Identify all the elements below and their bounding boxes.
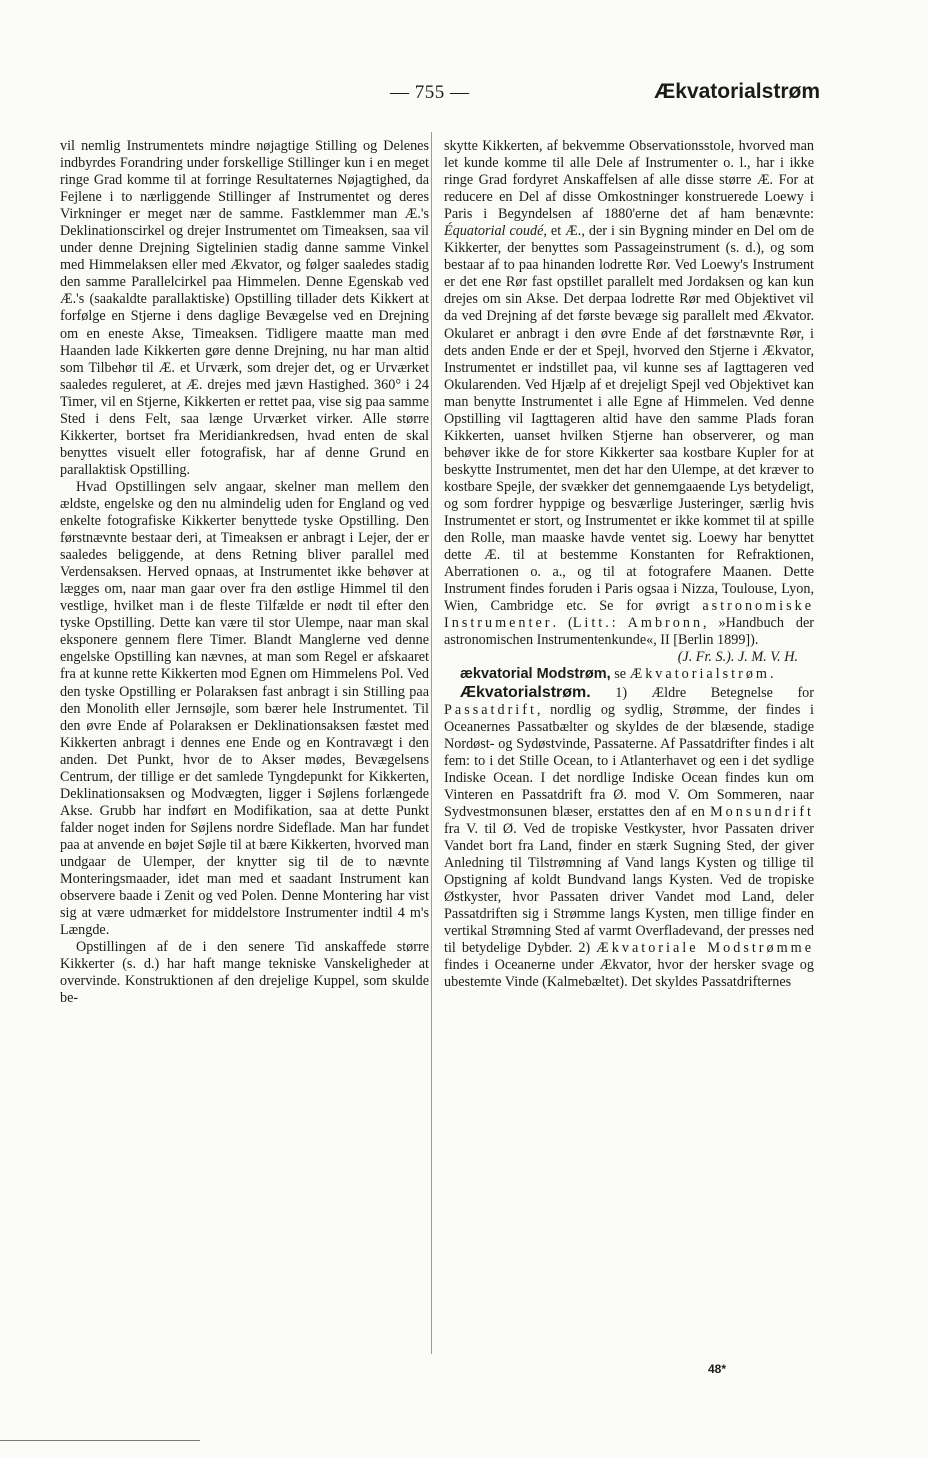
running-head: Ækvatorialstrøm <box>654 80 820 103</box>
spaced-term: Monsundrift <box>710 803 814 820</box>
text-run: findes i Oceanerne under Ækvator, hvor der hersker svage og ubestemte Vinde (Kalmebæltet). Det skyldes Passatdrifternes <box>444 957 814 991</box>
text-run: , nordlig og sydlig, Strømme, der findes i Oceanernes Passatbælter og skyldes de der blæsende, stadige Nordøst- og Sydøstvinde, Passaterne. Af Passatdrifter findes i alt fem: to i det Stille Ocean, to i Atlanterhavet og een i det sydlige Indiske Ocean. I det nordlige Indiske Ocean findes kun om Vinteren en Passatdrift fra Ø. mod V. Om Sommeren, naar Sydvestmonsunen blæser, erstattes den af en <box>444 701 814 820</box>
text-run: . ( <box>552 615 573 632</box>
paragraph: Hvad Opstillingen selv angaar, skelner man mellem den ældste, engelske og den nu almindelig uden for England og ved enkelte fotografiske Kikkerter benyttede tyske Opstilling. Den førstnævnte bestaar deri, at Timeaksen er anbragt i Lejer, der er saaledes beliggende, at dens Retning bliver parallel med Verdensaksen. Herved opnaas, at Instrumentet ikke behøver at lægges om, naar man gaar over fra den østlige Himmel til den vestlige, hvilket man i de fleste Tilfælde er nødt til efter den tyske Opstilling. Dette kan være til stor Ulempe, naar man skal eksponere gennem flere Timer. Blandt Manglerne ved denne engelske Opstilling kan nævnes, at man som Regel er afskaaret fra at kunne rette Kikkerten mod Egnen om Himmelens Pol. Ved den tyske Opstilling er Polaraksen fast anbragt i sin Stilling paa den Monolith eller Jernsøjle, som bærer hele Instrumentet. Til den øvre Ende af Polaraksen er Deklinationsaksen fæstet med Kikkerten anbragt i dennes ene Ende og en Kontravægt i den anden. Det Punkt, hvor de to Akser mødes, Bevægelsens Centrum, der tillige er det samlede Tyngdepunkt for Kikkerten, Deklinationsaksen og Modvægten, ligger i Søjlens forlængede Akse. Grubb har indført en Modifikation, saa at dette Punkt falder noget inden for Søjlens nordre Sideflade. Man har fundet paa at anvende en bøjet Søjle til at bære Kikkerten, hvorved man undgaar de Ulemper, der knytter sig til de to nævnte Monteringsmaader, idet man med et saadant Instrument kan observere baade i Zenit og ved Polen. Denne Montering har vist sig at være udmærket for middelstore Instrumenter indtil 4 m's Længde. <box>60 478 429 939</box>
text-run: skytte Kikkerten, af bekvemme Observationsstole, hvorved man let kunde komme til alle Dele af Instrumenter o. l., har i ikke ringe Grad fordyret Anskaffelsen af alle disse større Æ. For at reducere en Del af disse Omkostninger konstruerede Loewy i Paris i Begyndelsen af 1880'erne det af ham benævnte: <box>444 138 814 223</box>
page-number: — 755 — <box>390 82 470 103</box>
column-divider <box>431 132 432 1354</box>
text-run: se <box>610 666 630 683</box>
paragraph <box>444 138 814 649</box>
spaced-term: Passatdrift <box>444 701 537 718</box>
footer-rule <box>0 1440 200 1441</box>
spaced-term: Ækvatoriale Modstrømme <box>596 940 814 957</box>
italic-term: Équatorial coudé <box>444 223 544 240</box>
page-header <box>60 80 820 110</box>
sheet-signature: 48* <box>708 1362 727 1376</box>
headword: Ækvatorialstrøm. <box>460 683 591 701</box>
cross-reference: astronomiske Instrumenter <box>444 598 815 632</box>
entry-ækvatorial-modstrøm <box>444 666 814 683</box>
cross-reference: Ækvatorialstrøm <box>629 666 770 683</box>
right-column <box>444 138 814 991</box>
text-run: 1) Ældre Betegnelse for <box>590 684 814 701</box>
left-column <box>60 138 429 1007</box>
text-run: , »Handbuch der astronomischen Instrumentenkunde«, II [Berlin 1899]). <box>444 615 814 649</box>
text-run: , et Æ., der i sin Bygning minder en Del om de Kikkerter, der benyttes som Passageinstrument (s. d.), og som bestaar af to paa hinanden lodrette Rør. Ved Loewy's Instrument er det ene Rør fast opstillet parallelt med Jordaksen og kan kun drejes om sin Akse. Det derpaa lodrette Rør med Objektivet vil da ved Drejning af det første bevæge sig parallelt med Ækvator. Okularet er anbragt i den øvre Ende af det førstnævnte Rør, i dets anden Ende er der et Spejl, hvorved den Stjerne i Ækvator, Instrumentet er indstillet paa, vil kunne ses af Iagttageren ved Okularenden. Ved Hjælp af et drejeligt Spejl ved Objektivet kan man benytte Instrumentet i alle Egne af Himmelen. Ved denne Opstilling vil Iagttageren altid have den samme Plads foran Kikkerten, uanset hvilken Stjerne han observerer, og man behøver ikke de for store Kikkerter saa kostbare Kupler for at beskytte Instrumentet, men det har den Ulempe, at det kræver to kostbare Spejle, der svækker det gennemgaaende Lys betydeligt, og som fordrer hyppige og besværlige Justeringer, særlig hvis Instrumentet er stort, og Instrumentet er ikke kommet til at spille den Rolle, man maaske havde ventet sig. Loewy har benyttet dette Æ. til at bestemme Konstanten for Refraktionen, Aberrationen o. a., og til at fotografere Maanen. Dette Instrument findes foruden i Paris ogsaa i Nizza, Toulouse, Lyon, Wien, Cambridge etc. Se for øvrigt <box>444 223 814 615</box>
text-run: : <box>611 615 616 632</box>
headword: ækvatorial Modstrøm, <box>460 666 611 683</box>
paragraph: vil nemlig Instrumentets mindre nøjagtige Stilling og Delenes indbyrdes Forandring under forskellige Stillinger kun i en meget ringe Grad komme til at forringe Resultaternes Nøjagtighed, da Fejlene i to nærliggende Stillinger af Instrumentet og deres Virkninger er meget nær de samme. Fastklemmer man Æ.'s Deklinationscirkel og drejer Instrumentet om Timeaksen, saa vil under denne Drejning Sigtelinien stadig danne samme Vinkel med Himmelaksen eller med Ækvator, og følger saaledes stadig den samme Parallelcirkel paa Himmelen. Denne Egenskab ved Æ.'s (saakaldte parallaktiske) Opstilling tillader dets Kikkert at forfølge en Stjerne i dens daglige Bevægelse ved en Drejning om en eneste Akse, Timeaksen. Tidligere maatte man med Haanden lade Kikkerten gøre denne Drejning, nu har man altid som Tilbehør til Æ. et Urværk, som drejer det, og er Urværket saaledes reguleret, at Æ. drejes med jævn Hastighed. 360° i 24 Timer, vil en Stjerne, Kikkerten er rettet paa, vise sig paa samme Sted i dens Felt, saa længe Urværket virker. Alle større Kikkerter, bortset fra Meridiankredsen, hvad enten de skal benyttes visuelt eller fotografisk, har af denne Grund en parallaktisk Opstilling. <box>60 138 429 478</box>
spaced-term: Litt. <box>572 615 612 632</box>
author-signature: (J. Fr. S.). J. M. V. H. <box>677 649 798 666</box>
spaced-author: Ambronn <box>627 615 704 632</box>
entry-ækvatorialstrøm <box>444 684 814 992</box>
text-run: . <box>769 666 774 683</box>
text-run: fra V. til Ø. Ved de tropiske Vestkyster, hvor Passaten driver Vandet bort fra Land, finder en stærk Sugning Sted, der giver Anledning til Tilstrømning af Vand langs Kysten og tillige til Opstigning af koldt Bundvand langs Kysten. Ved de tropiske Østkyster, hvor Passaten driver Vandet mod Land, deler Passatdriften sig i Strømme langs Kysten, men tillige finder en vertikal Strømning Sted af varmt Overfladevand, der presses ned til betydelige Dybder. 2) <box>444 820 814 957</box>
paragraph: Opstillingen af de i den senere Tid anskaffede større Kikkerter (s. d.) har haft mange tekniske Vanskeligheder at overvinde. Konstruktionen af den drejelige Kuppel, som skulde be- <box>60 939 429 1007</box>
